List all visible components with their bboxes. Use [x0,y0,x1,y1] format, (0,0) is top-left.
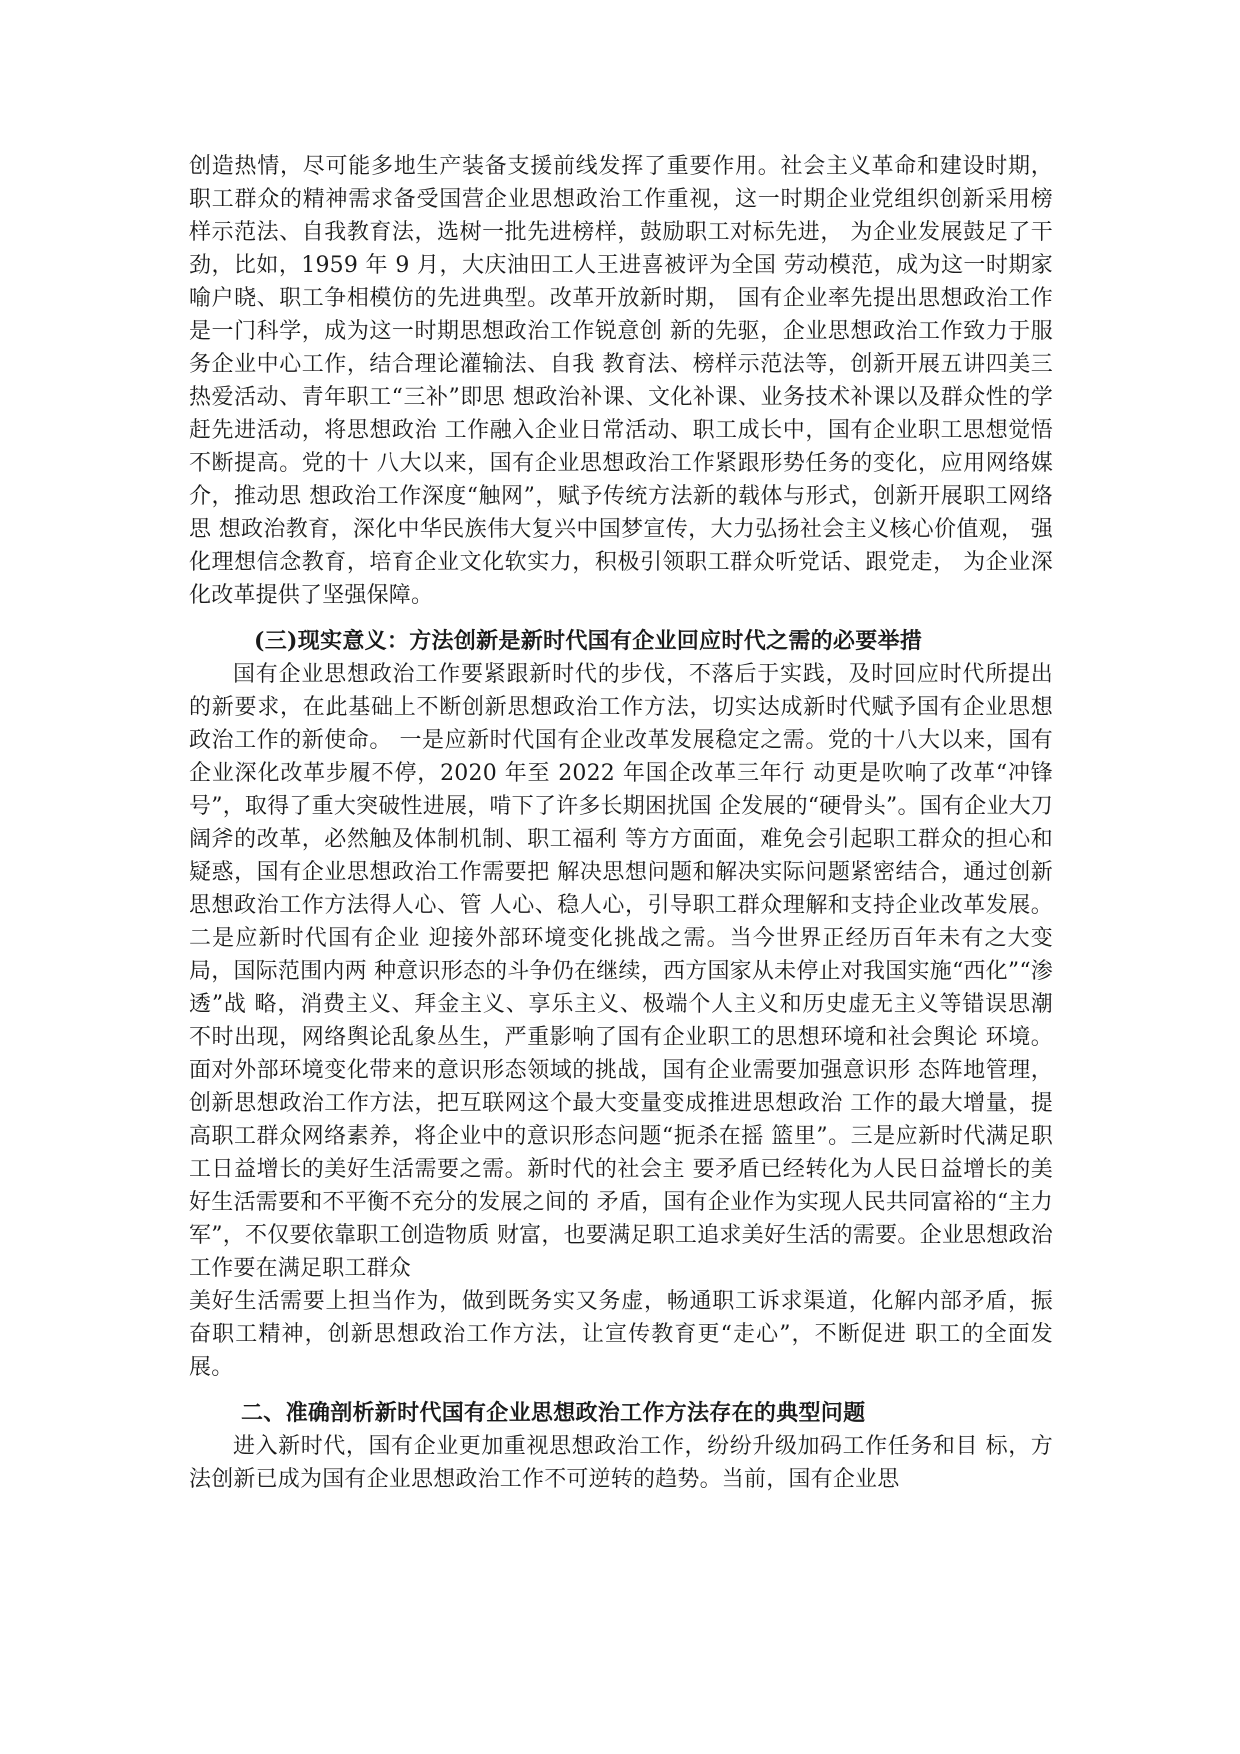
body-paragraph: 美好生活需要上担当作为，做到既务实又务虚，畅通职工诉求渠道，化解内部矛盾，振奋职工精神，创新思想政治工作方法，让宣传教育更“走心”，不断促进 职工的全面发展。 [189,1289,1053,1380]
section-heading-3: (三)现实意义：方法创新是新时代国有企业回应时代之需的必要举措 [254,628,923,654]
document-body [189,150,1053,1496]
body-paragraph: 进入新时代，国有企业更加重视思想政治工作，纷纷升级加码工作任务和目 标，方法创新已成为国有企业思想政治工作不可逆转的趋势。当前，国有企业思 [189,1434,1053,1492]
section-heading-2: 二、准确剖析新时代国有企业思想政治工作方法存在的典型问题 [241,1400,866,1426]
body-paragraph: 国有企业思想政治工作要紧跟新时代的步伐，不落后于实践，及时回应时代所提出的新要求，在此基础上不断创新思想政治工作方法，切实达成新时代赋予国有企业思想政治工作的新使命。 一是应新时代国有企业改革发展稳定之需。党的十八大以来，国有企业深化改革步履不停，2020 年至 2022 年国企改革三年行 动更是吹响了改革“冲锋号”，取得了重大突破性进展，啃下了许多长期困扰国 企发展的“硬骨头”。国有企业大刀阔斧的改革，必然触及体制机制、职工福利 等方方面面，难免会引起职工群众的担心和疑惑，国有企业思想政治工作需要把 解决思想问题和解决实际问题紧密结合，通过创新思想政治工作方法得人心、管 人心、稳人心，引导职工群众理解和支持企业改革发展。二是应新时代国有企业 迎接外部环境变化挑战之需。当今世界正经历百年未有之大变局，国际范围内两 种意识形态的斗争仍在继续，西方国家从未停止对我国实施“西化”“渗透”战 略，消费主义、拜金主义、享乐主义、极端个人主义和历史虚无主义等错误思潮 不时出现，网络舆论乱象丛生，严重影响了国有企业职工的思想环境和社会舆论 环境。面对外部环境变化带来的意识形态领域的挑战，国有企业需要加强意识形 态阵地管理，创新思想政治工作方法，把互联网这个最大变量变成推进思想政治 工作的最大增量，提高职工群众网络素养，将企业中的意识形态问题“扼杀在摇 篮里”。三是应新时代满足职工日益增长的美好生活需要之需。新时代的社会主 要矛盾已经转化为人民日益增长的美好生活需要和不平衡不充分的发展之间的 矛盾，国有企业作为实现人民共同富裕的“主力军”，不仅要依靠职工创造物质 财富，也要满足职工追求美好生活的需要。企业思想政治工作要在满足职工群众 [189,662,1053,1281]
body-paragraph: 创造热情，尽可能多地生产装备支援前线发挥了重要作用。社会主义革命和建设时期，职工群众的精神需求备受国营企业思想政治工作重视，这一时期企业党组织创新采用榜样示范法、自我教育法，选树一批先进榜样，鼓励职工对标先进， 为企业发展鼓足了干劲，比如，1959 年 9 月，大庆油田工人王进喜被评为全国 劳动模范，成为这一时期家喻户晓、职工争相模仿的先进典型。改革开放新时期， 国有企业率先提出思想政治工作是一门科学，成为这一时期思想政治工作锐意创 新的先驱，企业思想政治工作致力于服务企业中心工作，结合理论灌输法、自我 教育法、榜样示范法等，创新开展五讲四美三热爱活动、青年职工“三补”即思 想政治补课、文化补课、业务技术补课以及群众性的学赶先进活动，将思想政治 工作融入企业日常活动、职工成长中，国有企业职工思想觉悟不断提高。党的十 八大以来，国有企业思想政治工作紧跟形势任务的变化，应用网络媒介，推动思 想政治工作深度“触网”，赋予传统方法新的载体与形式，创新开展职工网络思 想政治教育，深化中华民族伟大复兴中国梦宣传，大力弘扬社会主义核心价值观， 强化理想信念教育，培育企业文化软实力，积极引领职工群众听党话、跟党走， 为企业深化改革提供了坚强保障。 [189,154,1053,608]
